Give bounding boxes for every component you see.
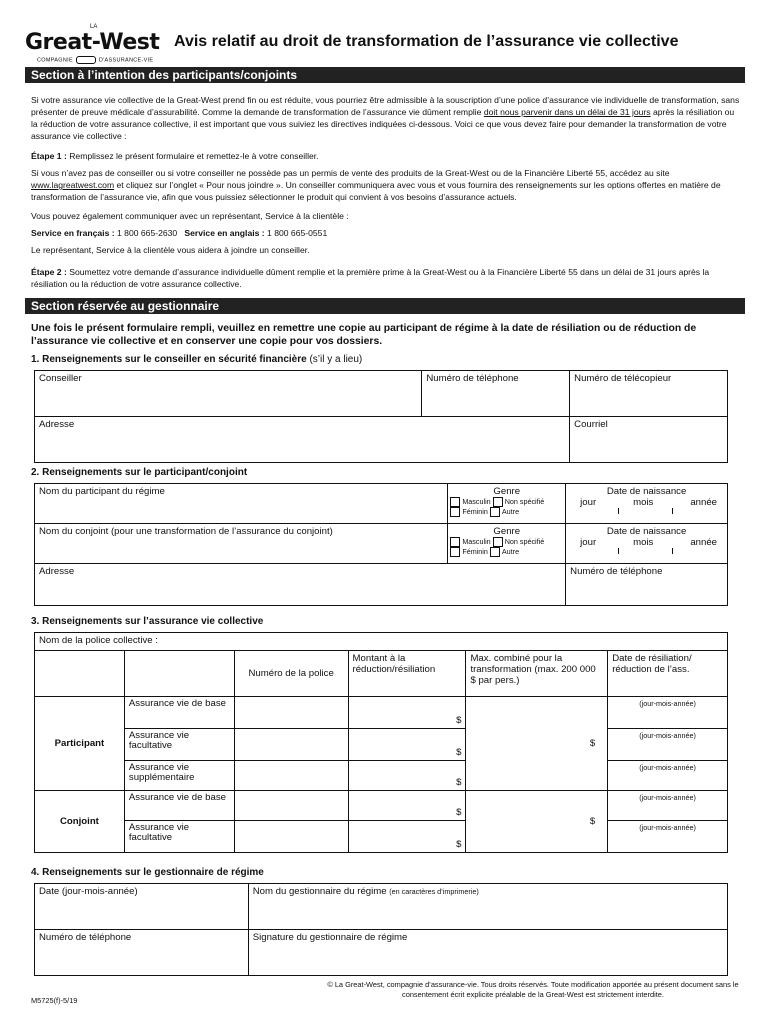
- service-fr-label: Service en français :: [31, 228, 115, 238]
- max-cell-spouse[interactable]: $: [466, 791, 608, 853]
- service-en-label: Service en anglais :: [184, 228, 265, 238]
- col-max: Max. combiné pour la transformation (max. 200 000 $ par pers.): [466, 651, 608, 697]
- date-cell[interactable]: (jour-mois-année): [608, 821, 728, 853]
- section1-title-text: 1. Renseignements sur le conseiller en sécurité financière: [31, 354, 307, 365]
- date-cell[interactable]: (jour-mois-année): [608, 791, 728, 821]
- logo-sub-left: COMPAGNIE: [37, 57, 73, 64]
- dob-divider: [672, 508, 673, 514]
- service-numbers: [31, 227, 743, 239]
- unspecified-checkbox[interactable]: [493, 537, 503, 547]
- dob-label: Date de naissance: [606, 486, 687, 497]
- unspecified-label: Non spécifié: [504, 497, 545, 506]
- section1-title: [31, 354, 362, 365]
- dob-year: année: [690, 497, 717, 508]
- admin-intro: Une fois le présent formulaire rempli, veuillez en remettre une copie au participant de régime à la date de résiliation ou de réduction de l’assurance vie collective et en conserver une copie pour vos dossiers.: [31, 323, 697, 347]
- dob-month: mois: [633, 497, 654, 508]
- advisor-table: [34, 370, 728, 463]
- dob-year: année: [690, 537, 717, 548]
- copyright: © La Great-West, compagnie d’assurance-vie. Tous droits réservés. Toute modification apportée au présent document sans le consentement écrit explicite préalable de la Great-West est strictement interdite.: [327, 980, 739, 999]
- dob-label: Date de naissance: [606, 526, 687, 537]
- amount-cell[interactable]: $: [348, 761, 466, 791]
- dob-divider: [618, 548, 619, 554]
- col-amount: Montant à la réduction/résiliation: [348, 651, 466, 697]
- dob-divider: [672, 548, 673, 554]
- participant-phone-field[interactable]: Numéro de téléphone: [566, 564, 728, 606]
- policy-number-cell[interactable]: [234, 821, 348, 853]
- step1: [31, 150, 743, 162]
- spouse-name-field[interactable]: Nom du conjoint (pour une transformation de l’assurance du conjoint): [35, 524, 448, 564]
- logo-la: LA: [90, 24, 98, 30]
- logo-sub-right: D'ASSURANCE-VIE: [98, 57, 154, 64]
- step2-text: Soumettez votre demande d’assurance individuelle dûment remplie et la première prime à la Great-West ou à la Financière Liberté 55 dans un délai de 31 jours après la résiliation ou la réduction de votre assurance collective.: [31, 267, 710, 289]
- male-checkbox[interactable]: [450, 497, 460, 507]
- date-cell[interactable]: (jour-mois-année): [608, 729, 728, 761]
- male-label: Masculin: [462, 537, 491, 546]
- admin-phone-field[interactable]: Numéro de téléphone: [35, 930, 249, 976]
- advisor-fax-field[interactable]: Numéro de télécopieur: [570, 371, 728, 417]
- advisor-text-a: Si vous n’avez pas de conseiller ou si votre conseiller ne possède pas un permis de vente des produits de la Great-West ou de la Financière Liberté 55, accédez au site: [31, 168, 670, 178]
- female-label: Féminin: [462, 547, 488, 557]
- row-label: Assurance vie de base: [124, 791, 234, 821]
- row-label: Assurance vie facultative: [124, 821, 234, 853]
- row-label: Assurance vie de base: [124, 697, 234, 729]
- admin-name-field[interactable]: [248, 884, 727, 930]
- policy-number-cell[interactable]: [234, 761, 348, 791]
- step2-label: Étape 2 :: [31, 267, 67, 277]
- col-date: Date de résiliation/ réduction de l’ass.: [608, 651, 728, 697]
- other-label: Autre: [501, 507, 520, 517]
- male-checkbox[interactable]: [450, 537, 460, 547]
- section2-title: 2. Renseignements sur le participant/conjoint: [31, 467, 248, 478]
- amount-cell[interactable]: $: [348, 729, 466, 761]
- intro-text-a: Si votre assurance vie collective de la Great-West prend fin ou est réduite, vous pourriez être admissible à la souscription d’une police d’assurance vie individuelle de transformation, sans présenter de preuve médicale d’assurabilité. Comme la demande de transformation de l’assurance vie dûment remplie: [31, 95, 740, 117]
- spouse-row-label: Conjoint: [35, 791, 125, 853]
- row-label: Assurance vie supplémentaire: [124, 761, 234, 791]
- genre-label: Genre: [493, 486, 521, 497]
- advisor-email-field[interactable]: Courriel: [570, 417, 728, 463]
- female-checkbox[interactable]: [450, 507, 460, 517]
- participant-dob-field[interactable]: [566, 484, 728, 524]
- male-label: Masculin: [462, 497, 491, 506]
- row-label: Assurance vie facultative: [124, 729, 234, 761]
- amount-cell[interactable]: $: [348, 791, 466, 821]
- step1-label: Étape 1 :: [31, 151, 67, 161]
- date-cell[interactable]: (jour-mois-année): [608, 761, 728, 791]
- advisor-address-field[interactable]: Adresse: [35, 417, 570, 463]
- step1-text: Remplissez le présent formulaire et remettez-le à votre conseiller.: [66, 151, 319, 161]
- section-admin-header: Section réservée au gestionnaire: [25, 298, 745, 314]
- section3-title: 3. Renseignements sur l’assurance vie collective: [31, 616, 264, 627]
- advisor-phone-field[interactable]: Numéro de téléphone: [422, 371, 570, 417]
- other-checkbox[interactable]: [490, 547, 500, 557]
- form-code: M5725(f)-5/19: [31, 996, 78, 1005]
- policy-number-cell[interactable]: [234, 729, 348, 761]
- admin-table: [34, 883, 728, 976]
- admin-name-note: (en caractères d’imprimerie): [389, 887, 479, 896]
- page-title: Avis relatif au droit de transformation de l’assurance vie collective: [174, 33, 679, 50]
- admin-name-label: Nom du gestionnaire du régime: [252, 886, 387, 897]
- admin-signature-field[interactable]: Signature du gestionnaire de régime: [248, 930, 727, 976]
- dob-divider: [618, 508, 619, 514]
- intro-deadline: doit nous parvenir dans un délai de 31 jours: [483, 107, 651, 117]
- female-checkbox[interactable]: [450, 547, 460, 557]
- max-cell-participant[interactable]: $: [466, 697, 608, 791]
- col-police-number: Numéro de la police: [234, 651, 348, 697]
- step2: [31, 266, 743, 290]
- advisor-paragraph: [31, 167, 743, 203]
- section-participants-header: Section à l’intention des participants/conjoints: [25, 67, 745, 83]
- other-checkbox[interactable]: [490, 507, 500, 517]
- genre-label: Genre: [493, 526, 521, 537]
- insurance-table: [34, 632, 728, 853]
- spouse-gender: [448, 524, 566, 564]
- dob-day: jour: [580, 497, 597, 508]
- participant-gender: [448, 484, 566, 524]
- intro-paragraph: [31, 94, 743, 142]
- amount-cell[interactable]: $: [348, 697, 466, 729]
- policy-number-cell[interactable]: [234, 791, 348, 821]
- dob-month: mois: [633, 537, 654, 548]
- advisor-name-field[interactable]: Conseiller: [35, 371, 422, 417]
- service-fr-number: 1 800 665-2630: [114, 228, 178, 238]
- admin-date-field[interactable]: Date (jour-mois-année): [35, 884, 249, 930]
- participant-name-field[interactable]: Nom du participant du régime: [35, 484, 448, 524]
- date-cell[interactable]: (jour-mois-année): [608, 697, 728, 729]
- section1-title-note: (s’il y a lieu): [306, 354, 363, 365]
- header-empty: [124, 651, 234, 697]
- unspecified-checkbox[interactable]: [493, 497, 503, 507]
- intro-text-b: après la résiliation ou la réduction de votre assurance collective, il est important que vous suiviez les directives indiquées ci-dessous. Voici ce que vous devez faire pour demander la transformation de votre assurance vie collective :: [31, 107, 735, 141]
- amount-cell[interactable]: $: [348, 821, 466, 853]
- logo-subtitle: [37, 56, 153, 64]
- header-empty: [35, 651, 125, 697]
- rep-paragraph: Le représentant, Service à la clientèle vous aidera à joindre un conseiller.: [31, 245, 310, 255]
- female-label: Féminin: [462, 507, 488, 517]
- website-link[interactable]: www.lagreatwest.com: [31, 180, 115, 190]
- participant-row-label: Participant: [35, 697, 125, 791]
- key-icon: [76, 56, 96, 64]
- service-en-number: 1 800 665-0551: [264, 228, 328, 238]
- logo-wordmark: Great-West: [25, 30, 160, 55]
- advisor-text-b: et cliquez sur l’onglet « Pour nous joindre ». Un conseiller communiquera avec vous et vous fournira des renseignements sur les options offertes en matière de transformation de l’assurance vie, afin que vous puissiez sélectionner le produit qui convient à vos besoins d’assurance actuels.: [31, 180, 721, 202]
- policy-name-field[interactable]: Nom de la police collective :: [35, 633, 728, 651]
- unspecified-label: Non spécifié: [504, 537, 545, 546]
- section4-title: 4. Renseignements sur le gestionnaire de régime: [31, 867, 264, 878]
- participant-address-field[interactable]: Adresse: [35, 564, 566, 606]
- spouse-dob-field[interactable]: [566, 524, 728, 564]
- other-label: Autre: [501, 547, 520, 557]
- participant-table: [34, 483, 728, 606]
- contact-paragraph: Vous pouvez également communiquer avec un représentant, Service à la clientèle :: [31, 211, 349, 221]
- dob-day: jour: [580, 537, 597, 548]
- policy-number-cell[interactable]: [234, 697, 348, 729]
